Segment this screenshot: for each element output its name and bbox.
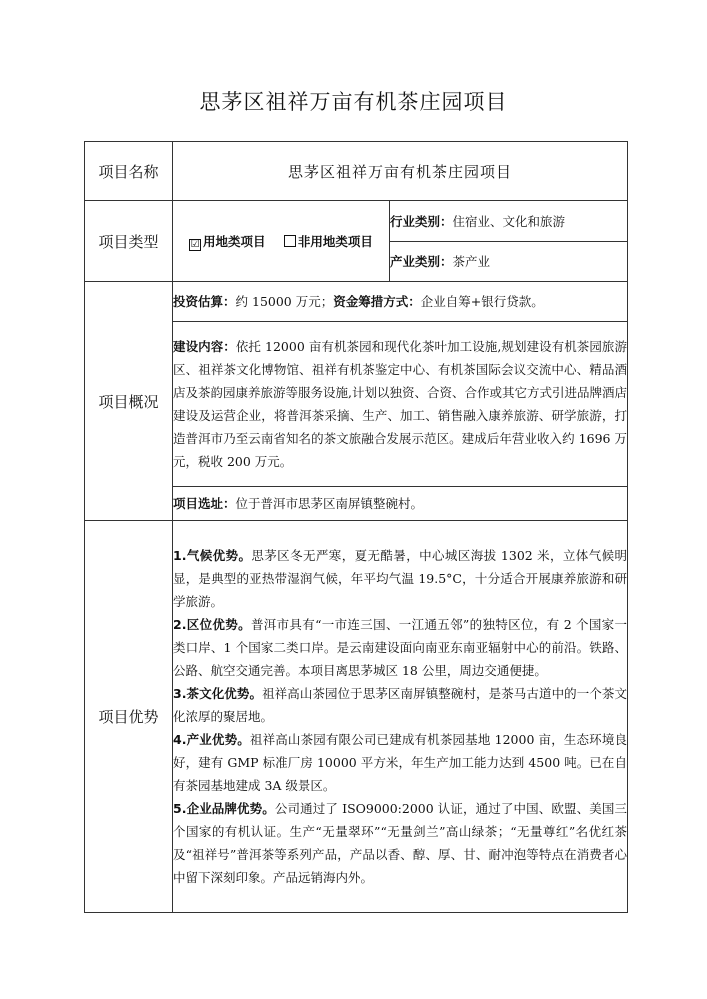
label-project-type: 项目类型 [85,201,173,282]
option-nonland-project [284,234,373,249]
invest-value: 约 15000 万元； [235,294,334,309]
advantage-head: 5.企业品牌优势。 [173,801,275,816]
sector-value: 茶产业 [452,254,491,269]
industry-value: 住宿业、文化和旅游 [452,213,566,229]
investment-info [173,282,628,322]
checked-box-icon: ☑ [190,238,200,250]
industry-category [390,201,628,242]
advantage-text: 普洱市具有“一市连三国、一江通五邻”的独特区位，有 2 个国家一类口岸、1 个国家二类口岸。是云南建设面向南亚东南亚辐射中心的前沿。铁路、公路、航空交通完善。本项目离思茅城区 18 公里，周边交通便捷。 [173,617,628,678]
fund-value: 企业自筹+银行贷款。 [420,294,544,309]
option-land-text: 用地类项目 [203,233,266,249]
advantage-text: 思茅区冬无严寒，夏无酷暑，中心城区海拔 1302 米，立体气候明显，是典型的亚热带湿润气候，年平均气温 19.5°C，十分适合开展康养旅游和研学旅游。 [173,548,628,609]
construction-content [173,322,628,487]
project-info-table [84,141,628,913]
industry-label: 行业类别： [390,213,453,229]
advantage-item [173,797,627,889]
sector-category [390,242,628,282]
invest-label: 投资估算： [173,294,236,309]
advantage-head: 3.茶文化优势。 [173,686,263,701]
project-name-value: 思茅区祖祥万亩有机茶庄园项目 [173,142,628,201]
site-label: 项目选址： [173,496,236,511]
advantage-item [173,728,627,797]
option-land-project [189,234,266,249]
content-value: 依托 12000 亩有机茶园和现代化茶叶加工设施,规划建设有机茶园旅游区、祖祥茶文化博物馆、祖祥有机茶鉴定中心、有机茶国际会议交流中心、精品酒店及茶韵园康养旅游等服务设施,计划以独资、合资、合作或其它方式引进品牌酒店建设及运营企业，将普洱茶采摘、生产、加工、销售融入康养旅游、研学旅游，打造普洱市乃至云南省知名的茶文旅融合发展示范区。建成后年营业收入约 1696 万元，税收 200 万元。 [173,339,628,469]
advantage-head: 1.气候优势。 [173,548,252,563]
label-advantages: 项目优势 [85,521,173,913]
row-project-type-1 [85,201,628,242]
sector-label: 产业类别： [390,254,453,269]
content-label: 建设内容： [173,339,236,354]
fund-label: 资金筹措方式： [333,294,421,309]
row-overview-invest [85,282,628,322]
advantage-item [173,544,627,613]
row-advantages [85,521,628,913]
page-title: 思茅区祖祥万亩有机茶庄园项目 [199,90,508,114]
label-overview: 项目概况 [85,282,173,521]
advantage-head: 2.区位优势。 [173,617,251,632]
row-project-name [85,142,628,201]
project-site [173,487,628,521]
advantages-list [173,521,628,913]
advantage-text: 祖祥高山茶园位于思茅区南屏镇整碗村，是茶马古道中的一个茶文化浓厚的聚居地。 [173,686,628,724]
label-project-name: 项目名称 [85,142,173,201]
site-value: 位于普洱市思茅区南屏镇整碗村。 [235,496,424,511]
unchecked-box-icon [284,235,296,247]
advantage-item [173,613,627,682]
advantage-head: 4.产业优势。 [173,732,250,747]
advantage-text: 祖祥高山茶园有限公司已建成有机茶园基地 12000 亩，生态环境良好，建有 GMP 标准厂房 10000 平方米，年生产加工能力达到 4500 吨。已在自有茶园基地建成 3A 级景区。 [173,732,628,793]
advantage-text: 公司通过了 ISO9000:2000 认证，通过了中国、欧盟、美国三个国家的有机认证。生产“无量翠环”“无量剑兰”高山绿茶；“无量尊红”名优红茶及“祖祥号”普洱茶等系列产品，产品以香、醇、厚、甘、耐冲泡等特点在消费者心中留下深刻印象。产品远销海内外。 [173,801,628,885]
project-type-options [173,201,390,282]
advantage-item [173,682,627,728]
option-nonland-text: 非用地类项目 [297,233,373,249]
